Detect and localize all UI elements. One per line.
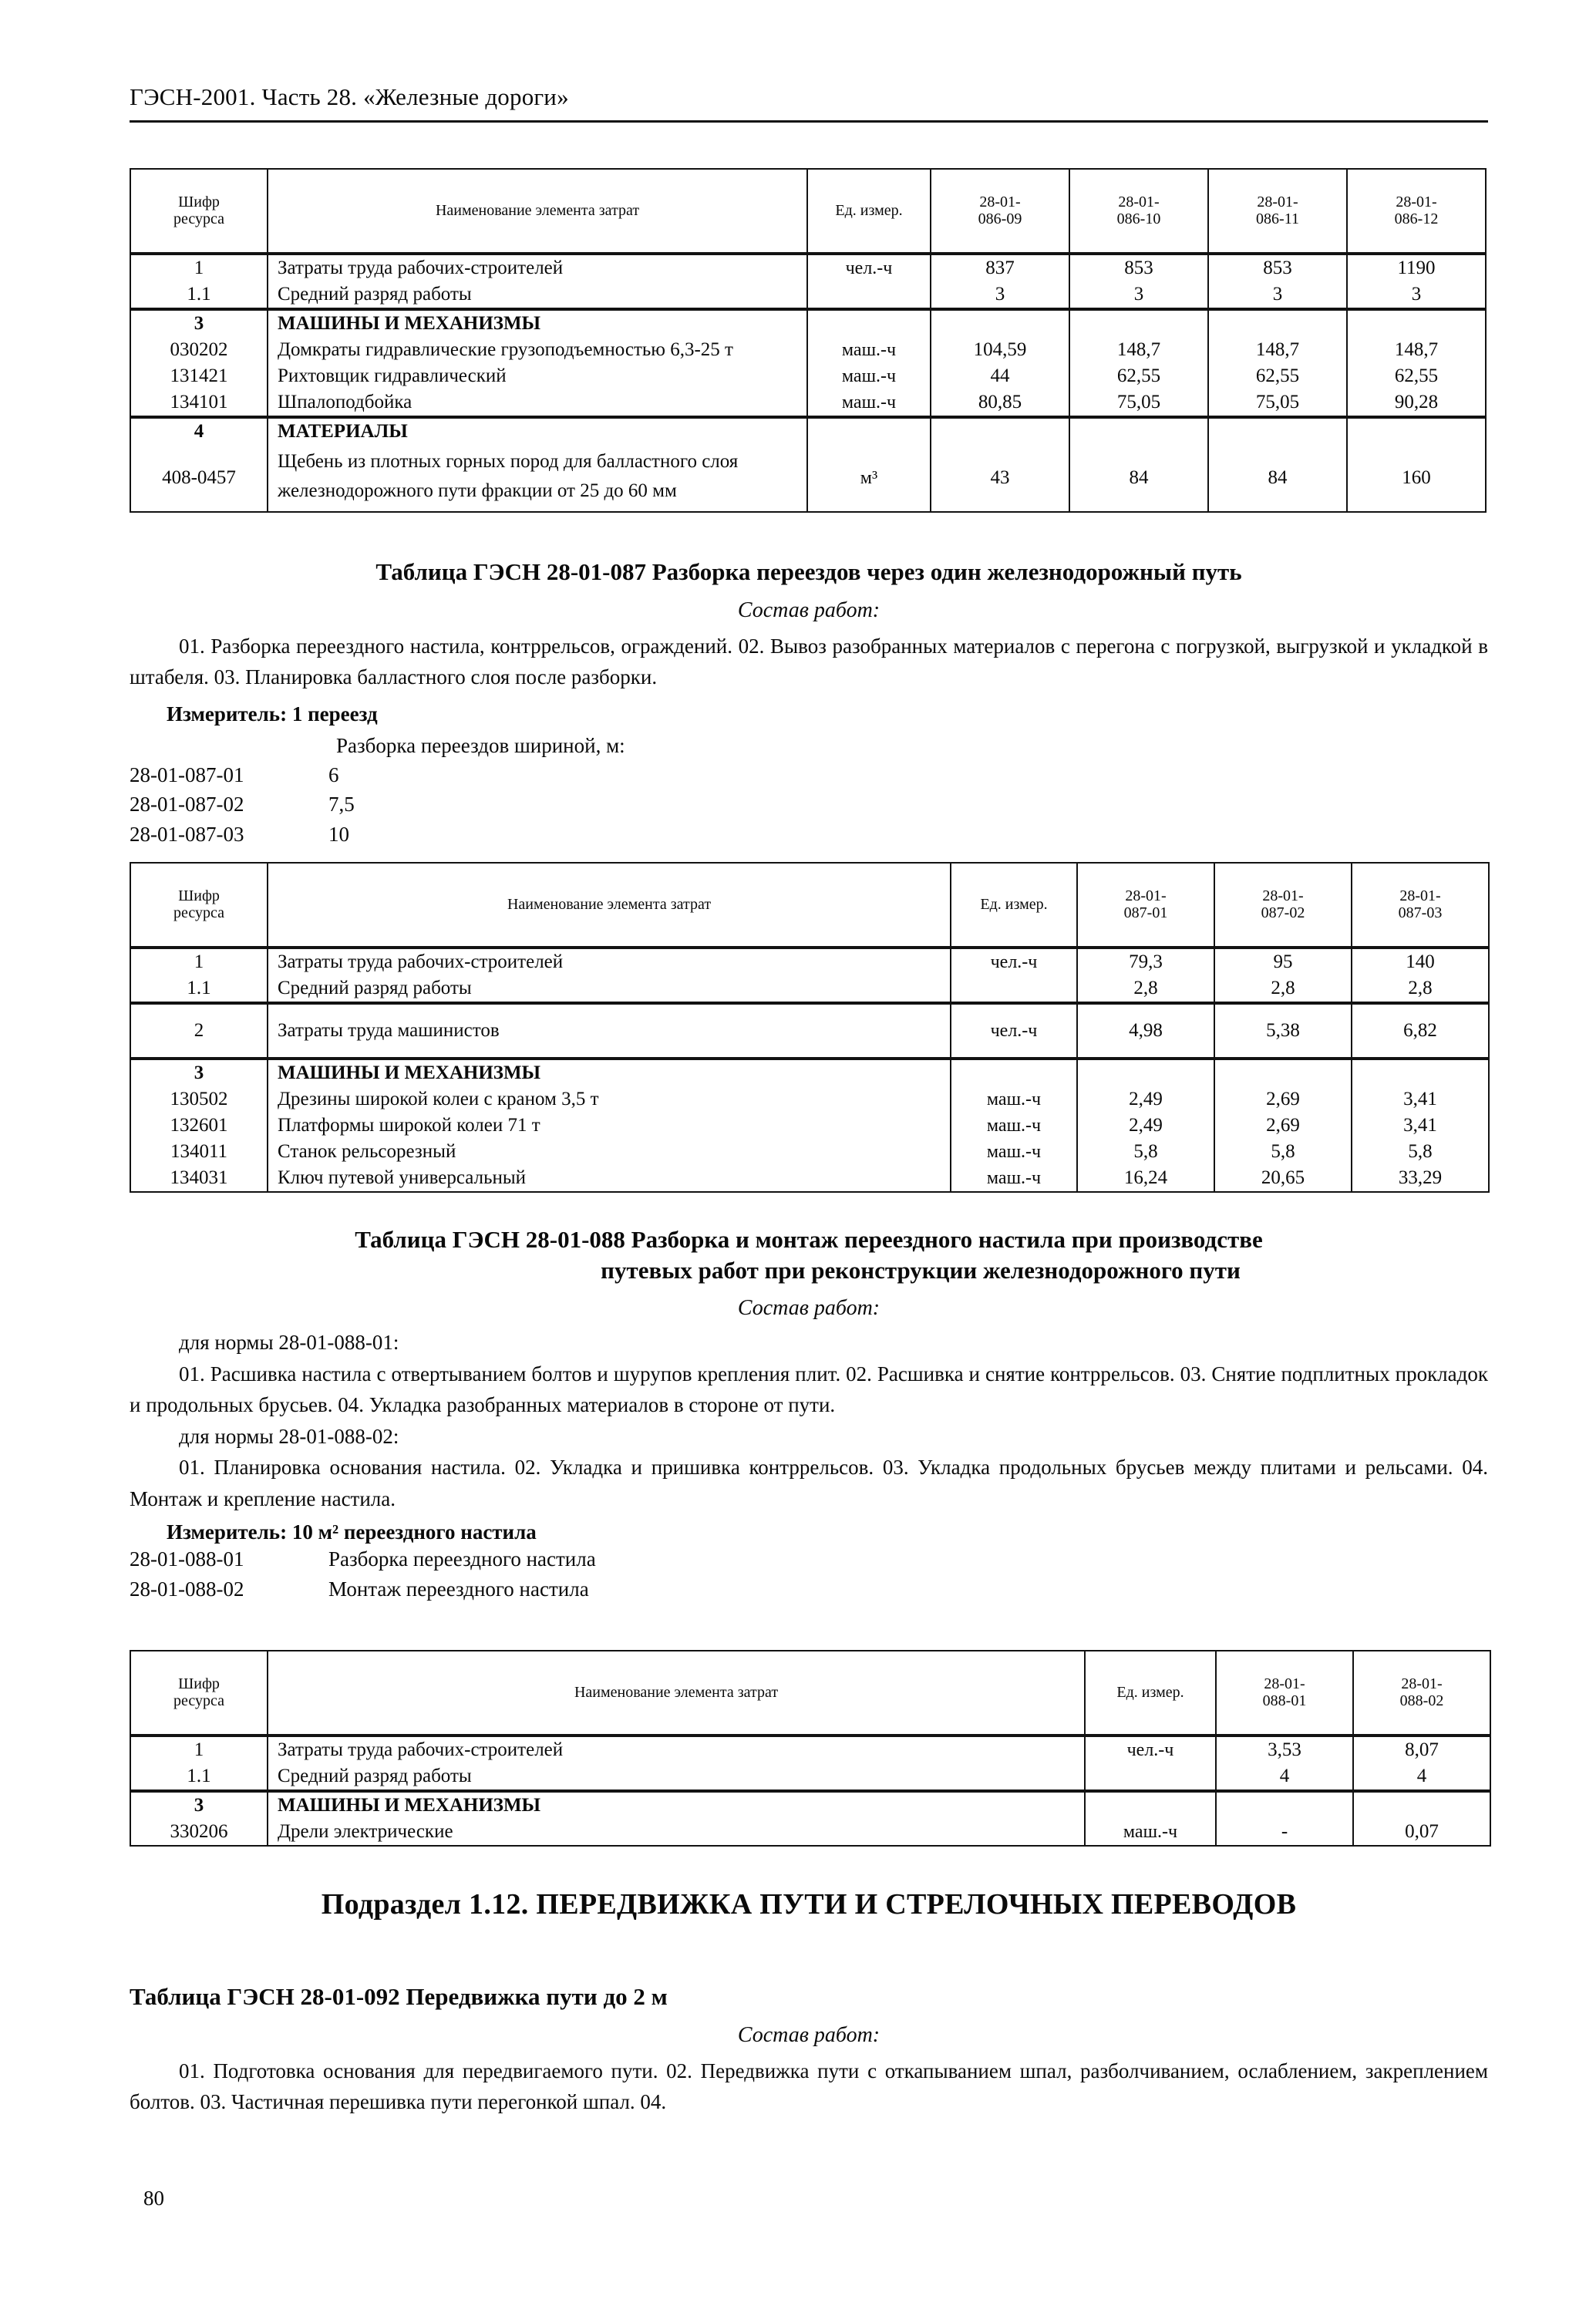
cell-value: 1190 bbox=[1347, 254, 1486, 281]
cell-unit bbox=[807, 417, 931, 445]
header-code-line1: Шифр bbox=[178, 1675, 220, 1692]
cell-name: Платформы широкой колеи 71 т bbox=[268, 1113, 951, 1139]
norm-code-line1: 28-01- bbox=[979, 193, 1021, 210]
cell-value: 0,07 bbox=[1353, 1819, 1490, 1846]
cell-code: 1.1 bbox=[130, 1763, 268, 1791]
norm-list-caption-087: Разборка переездов шириной, м: bbox=[336, 733, 625, 757]
cell-unit: маш.-ч bbox=[951, 1086, 1077, 1113]
cell-unit bbox=[807, 281, 931, 309]
header-code-line2: ресурса bbox=[173, 210, 224, 227]
table-row bbox=[130, 1736, 1490, 1763]
header-cell-norm-2 bbox=[1214, 863, 1352, 948]
cell-unit: маш.-ч bbox=[951, 1139, 1077, 1165]
header-cell-norm-4 bbox=[1347, 169, 1486, 254]
header-cell-name: Наименование элемента затрат bbox=[268, 169, 807, 254]
header-cell-norm-2 bbox=[1069, 169, 1208, 254]
norm-code-line2: 086-11 bbox=[1256, 210, 1299, 227]
cell-value: 5,8 bbox=[1077, 1139, 1214, 1165]
table-row bbox=[130, 948, 1489, 975]
table-087-title: Таблица ГЭСН 28-01-087 Разборка переездов через один железнодорожный путь bbox=[375, 558, 1242, 585]
cell-value: 75,05 bbox=[1208, 389, 1347, 417]
cell-group-label: МАШИНЫ И МЕХАНИЗМЫ bbox=[268, 1059, 951, 1086]
cell-value: 5,38 bbox=[1214, 1003, 1352, 1059]
cell-code: 131421 bbox=[130, 363, 268, 389]
norm-code-line1: 28-01- bbox=[1125, 887, 1167, 904]
table-row bbox=[130, 337, 1486, 363]
cell-value: 8,07 bbox=[1353, 1736, 1490, 1763]
cell-unit: маш.-ч bbox=[1085, 1819, 1216, 1846]
header-code-line1: Шифр bbox=[178, 887, 220, 904]
sostav-rabot-text-087: 01. Разборка переездного настила, контррельсов, ограждений. 02. Вывоз разобранных материалов с перегона с погрузкой, выгрузкой и укладкой в штабеля. 03. Планировка балластного слоя после разборки. bbox=[130, 634, 1488, 689]
cell-value: 3,41 bbox=[1352, 1086, 1489, 1113]
table-header-row bbox=[130, 1651, 1490, 1736]
cell-code: 3 bbox=[130, 309, 268, 337]
cell-value: 2,8 bbox=[1077, 975, 1214, 1003]
cell-name: Дрезины широкой колеи с краном 3,5 т bbox=[268, 1086, 951, 1113]
cell-value: 6,82 bbox=[1352, 1003, 1489, 1059]
header-cell-name: Наименование элемента затрат bbox=[268, 1651, 1085, 1736]
table-row bbox=[130, 363, 1486, 389]
cell-value bbox=[1069, 417, 1208, 445]
norm-code-line1: 28-01- bbox=[1399, 887, 1441, 904]
cell-name: Шпалоподбойка bbox=[268, 389, 807, 417]
cell-value: 90,28 bbox=[1347, 389, 1486, 417]
norm-code: 28-01-088-01 bbox=[130, 1547, 244, 1571]
header-cell-norm-2 bbox=[1353, 1651, 1490, 1736]
cell-unit: маш.-ч bbox=[807, 363, 931, 389]
cell-value: 148,7 bbox=[1208, 337, 1347, 363]
table-row bbox=[130, 1113, 1489, 1139]
cell-value bbox=[1208, 309, 1347, 337]
cell-value: 20,65 bbox=[1214, 1165, 1352, 1192]
norm-code: 28-01-088-02 bbox=[130, 1577, 244, 1601]
cell-value: 2,8 bbox=[1352, 975, 1489, 1003]
norm-code-line2: 086-12 bbox=[1394, 210, 1439, 227]
cell-code: 330206 bbox=[130, 1819, 268, 1846]
cell-value bbox=[1216, 1791, 1353, 1819]
cell-group-label: МАТЕРИАЛЫ bbox=[268, 417, 807, 445]
cell-code: 134031 bbox=[130, 1165, 268, 1192]
section-092 bbox=[130, 1981, 1488, 2118]
cell-name: Средний разряд работы bbox=[268, 975, 951, 1003]
page-number: 80 bbox=[143, 2187, 164, 2210]
cell-code: 1 bbox=[130, 948, 268, 975]
cell-value bbox=[931, 309, 1069, 337]
norm-value: 6 bbox=[328, 763, 339, 786]
cell-unit: маш.-ч bbox=[807, 389, 931, 417]
subsection-112-title: Подраздел 1.12. ПЕРЕДВИЖКА ПУТИ И СТРЕЛОЧНЫХ ПЕРЕВОДОВ bbox=[321, 1888, 1297, 1921]
cell-value: 3 bbox=[1347, 281, 1486, 309]
norm-value: Разборка переездного настила bbox=[328, 1547, 596, 1571]
cell-value: 80,85 bbox=[931, 389, 1069, 417]
table-086-wrapper bbox=[130, 168, 1487, 513]
cell-unit: чел.-ч bbox=[951, 948, 1077, 975]
cell-value: 148,7 bbox=[1347, 337, 1486, 363]
table-088-title-line2: путевых работ при реконструкции железнодорожного пути bbox=[601, 1256, 1241, 1284]
cell-value bbox=[1208, 417, 1347, 445]
norm-code-line2: 086-10 bbox=[1116, 210, 1161, 227]
header-cell-norm-3 bbox=[1208, 169, 1347, 254]
norm-code-line2: 086-09 bbox=[978, 210, 1022, 227]
cell-name: Домкраты гидравлические грузоподъемностью 6,3-25 т bbox=[268, 337, 807, 363]
table-row bbox=[130, 1165, 1489, 1192]
norm-code-line1: 28-01- bbox=[1262, 887, 1304, 904]
cell-unit bbox=[951, 1059, 1077, 1086]
subsection-112 bbox=[130, 1887, 1488, 1921]
norm-list-item bbox=[130, 790, 1488, 819]
running-header: ГЭСН-2001. Часть 28. «Железные дороги» bbox=[130, 83, 569, 110]
cell-value: 95 bbox=[1214, 948, 1352, 975]
cell-code: 134011 bbox=[130, 1139, 268, 1165]
header-cell-unit: Ед. измер. bbox=[951, 863, 1077, 948]
table-row bbox=[130, 1003, 1489, 1059]
header-cell-code bbox=[130, 863, 268, 948]
cell-value bbox=[1347, 309, 1486, 337]
cell-value: 3,41 bbox=[1352, 1113, 1489, 1139]
norm-code-line2: 087-03 bbox=[1398, 904, 1443, 921]
cell-name: Средний разряд работы bbox=[268, 1763, 1085, 1791]
cell-code: 3 bbox=[130, 1059, 268, 1086]
cell-value: - bbox=[1216, 1819, 1353, 1846]
cell-value: 4,98 bbox=[1077, 1003, 1214, 1059]
table-header-row bbox=[130, 169, 1486, 254]
cell-value bbox=[1214, 1059, 1352, 1086]
cell-code: 3 bbox=[130, 1791, 268, 1819]
cell-name: Дрели электрические bbox=[268, 1819, 1085, 1846]
header-code-line2: ресурса bbox=[173, 904, 224, 921]
sostav-rabot-label: Состав работ: bbox=[737, 598, 880, 622]
section-087 bbox=[130, 557, 1488, 849]
cell-code: 1 bbox=[130, 254, 268, 281]
table-088-wrapper bbox=[130, 1650, 1491, 1847]
table-group-row bbox=[130, 309, 1486, 337]
norm-code-line2: 087-02 bbox=[1261, 904, 1305, 921]
header-cell-name: Наименование элемента затрат bbox=[268, 863, 951, 948]
cell-code: 2 bbox=[130, 1003, 268, 1059]
sostav-rabot-text-088-01: 01. Расшивка настила с отвертыванием болтов и шурупов крепления плит. 02. Расшивка и снятие контррельсов. 03. Снятие подплитных прокладок и продольных брусьев. 04. Укладка разобранных материалов в стороне от пути. bbox=[130, 1362, 1488, 1417]
norm-code: 28-01-087-02 bbox=[130, 793, 244, 816]
cell-value: 75,05 bbox=[1069, 389, 1208, 417]
table-row bbox=[130, 254, 1486, 281]
cell-name: Средний разряд работы bbox=[268, 281, 807, 309]
header-cell-code bbox=[130, 1651, 268, 1736]
cell-group-label: МАШИНЫ И МЕХАНИЗМЫ bbox=[268, 1791, 1085, 1819]
cell-unit: маш.-ч bbox=[951, 1113, 1077, 1139]
cell-value bbox=[1077, 1059, 1214, 1086]
cell-value: 2,69 bbox=[1214, 1086, 1352, 1113]
cell-value: 4 bbox=[1216, 1763, 1353, 1791]
cell-unit: чел.-ч bbox=[807, 254, 931, 281]
cell-value: 79,3 bbox=[1077, 948, 1214, 975]
cell-name: Щебень из плотных горных пород для балластного слоя железнодорожного пути фракции от 25 до 60 мм bbox=[268, 445, 807, 512]
cell-value: 43 bbox=[931, 445, 1069, 512]
header-cell-norm-3 bbox=[1352, 863, 1489, 948]
cell-name: Рихтовщик гидравлический bbox=[268, 363, 807, 389]
cell-code: 1.1 bbox=[130, 975, 268, 1003]
table-row bbox=[130, 1763, 1490, 1791]
norm-value: 7,5 bbox=[328, 793, 355, 816]
cell-value: 160 bbox=[1347, 445, 1486, 512]
norm-code-line1: 28-01- bbox=[1264, 1675, 1305, 1692]
cell-name: Затраты труда рабочих-строителей bbox=[268, 948, 951, 975]
norm-code-line1: 28-01- bbox=[1396, 193, 1437, 210]
cell-value: 33,29 bbox=[1352, 1165, 1489, 1192]
cell-group-label: МАШИНЫ И МЕХАНИЗМЫ bbox=[268, 309, 807, 337]
cell-value: 2,49 bbox=[1077, 1113, 1214, 1139]
norm-code: 28-01-087-03 bbox=[130, 822, 244, 846]
cell-value: 2,49 bbox=[1077, 1086, 1214, 1113]
cell-unit: м³ bbox=[807, 445, 931, 512]
cell-code: 1 bbox=[130, 1736, 268, 1763]
table-row bbox=[130, 1819, 1490, 1846]
table-092-title: Таблица ГЭСН 28-01-092 Передвижка пути до 2 м bbox=[130, 1983, 668, 2010]
cell-value: 3,53 bbox=[1216, 1736, 1353, 1763]
table-group-row bbox=[130, 417, 1486, 445]
cell-value: 3 bbox=[1208, 281, 1347, 309]
izmeritel-087: Измеритель: 1 переезд bbox=[167, 702, 378, 726]
norm-code-line1: 28-01- bbox=[1401, 1675, 1443, 1692]
sostav-rabot-text-088-02: 01. Планировка основания настила. 02. Укладка и пришивка контррельсов. 03. Укладка продольных брусьев между плитами и рельсами. 04. Монтаж и крепление настила. bbox=[130, 1456, 1488, 1510]
cell-value: 5,8 bbox=[1352, 1139, 1489, 1165]
cell-value: 62,55 bbox=[1069, 363, 1208, 389]
cell-value bbox=[1353, 1791, 1490, 1819]
cell-code: 132601 bbox=[130, 1113, 268, 1139]
cell-value bbox=[1352, 1059, 1489, 1086]
sostav-rabot-label: Состав работ: bbox=[737, 2022, 880, 2047]
cell-unit: чел.-ч bbox=[1085, 1736, 1216, 1763]
header-cell-unit: Ед. измер. bbox=[1085, 1651, 1216, 1736]
header-cell-code bbox=[130, 169, 268, 254]
cell-value: 4 bbox=[1353, 1763, 1490, 1791]
header-rule bbox=[130, 120, 1488, 123]
header-code-line2: ресурса bbox=[173, 1692, 224, 1709]
cell-value: 104,59 bbox=[931, 337, 1069, 363]
cell-code: 1.1 bbox=[130, 281, 268, 309]
norm-list-item bbox=[130, 1574, 1488, 1604]
cell-value: 84 bbox=[1069, 445, 1208, 512]
norm-lead-088-01: для нормы 28-01-088-01: bbox=[179, 1331, 399, 1355]
table-row bbox=[130, 389, 1486, 417]
section-088 bbox=[130, 1224, 1488, 1604]
norm-code-line1: 28-01- bbox=[1257, 193, 1298, 210]
resource-table-086 bbox=[130, 168, 1487, 513]
cell-value: 2,69 bbox=[1214, 1113, 1352, 1139]
table-row bbox=[130, 445, 1486, 512]
cell-value: 3 bbox=[1069, 281, 1208, 309]
table-087-wrapper bbox=[130, 862, 1490, 1193]
cell-value: 837 bbox=[931, 254, 1069, 281]
cell-value: 3 bbox=[931, 281, 1069, 309]
cell-unit: чел.-ч bbox=[951, 1003, 1077, 1059]
cell-code: 134101 bbox=[130, 389, 268, 417]
norm-code-line2: 088-02 bbox=[1399, 1692, 1444, 1709]
cell-code: 130502 bbox=[130, 1086, 268, 1113]
cell-unit bbox=[1085, 1763, 1216, 1791]
cell-value bbox=[931, 417, 1069, 445]
cell-value: 16,24 bbox=[1077, 1165, 1214, 1192]
cell-value: 62,55 bbox=[1208, 363, 1347, 389]
cell-name: Затраты труда рабочих-строителей bbox=[268, 254, 807, 281]
table-group-row bbox=[130, 1791, 1490, 1819]
table-row bbox=[130, 281, 1486, 309]
norm-code: 28-01-087-01 bbox=[130, 763, 244, 786]
cell-value: 853 bbox=[1069, 254, 1208, 281]
header-cell-norm-1 bbox=[1216, 1651, 1353, 1736]
table-group-row bbox=[130, 1059, 1489, 1086]
cell-unit bbox=[807, 309, 931, 337]
norm-code-line2: 087-01 bbox=[1123, 904, 1168, 921]
table-row bbox=[130, 975, 1489, 1003]
norm-lead-088-02: для нормы 28-01-088-02: bbox=[179, 1424, 399, 1448]
norm-list-item bbox=[130, 760, 1488, 790]
header-code-line1: Шифр bbox=[178, 193, 220, 210]
cell-value: 84 bbox=[1208, 445, 1347, 512]
cell-value bbox=[1069, 309, 1208, 337]
cell-unit bbox=[1085, 1791, 1216, 1819]
cell-value: 148,7 bbox=[1069, 337, 1208, 363]
resource-table-087 bbox=[130, 862, 1490, 1193]
izmeritel-088: Измеритель: 10 м² переездного настила bbox=[167, 1520, 537, 1544]
cell-value bbox=[1347, 417, 1486, 445]
norm-code-line2: 088-01 bbox=[1262, 1692, 1307, 1709]
cell-name: Ключ путевой универсальный bbox=[268, 1165, 951, 1192]
norm-value: Монтаж переездного настила bbox=[328, 1577, 589, 1601]
cell-unit bbox=[951, 975, 1077, 1003]
header-cell-norm-1 bbox=[1077, 863, 1214, 948]
cell-unit: маш.-ч bbox=[951, 1165, 1077, 1192]
cell-code: 408-0457 bbox=[130, 445, 268, 512]
cell-unit: маш.-ч bbox=[807, 337, 931, 363]
cell-code: 4 bbox=[130, 417, 268, 445]
cell-name: Затраты труда машинистов bbox=[268, 1003, 951, 1059]
table-header-row bbox=[130, 863, 1489, 948]
norm-value: 10 bbox=[328, 822, 349, 846]
cell-value: 2,8 bbox=[1214, 975, 1352, 1003]
sostav-rabot-label: Состав работ: bbox=[737, 1296, 880, 1321]
cell-value: 5,8 bbox=[1214, 1139, 1352, 1165]
norm-list-item bbox=[130, 1544, 1488, 1574]
cell-code: 030202 bbox=[130, 337, 268, 363]
norm-code-line1: 28-01- bbox=[1118, 193, 1160, 210]
cell-value: 140 bbox=[1352, 948, 1489, 975]
table-row bbox=[130, 1086, 1489, 1113]
resource-table-088 bbox=[130, 1650, 1491, 1847]
cell-name: Затраты труда рабочих-строителей bbox=[268, 1736, 1085, 1763]
table-088-title-line1: Таблица ГЭСН 28-01-088 Разборка и монтаж переездного настила при производстве bbox=[355, 1226, 1263, 1253]
cell-value: 62,55 bbox=[1347, 363, 1486, 389]
cell-value: 44 bbox=[931, 363, 1069, 389]
table-row bbox=[130, 1139, 1489, 1165]
header-cell-norm-1 bbox=[931, 169, 1069, 254]
cell-name: Станок рельсорезный bbox=[268, 1139, 951, 1165]
norm-list-item bbox=[130, 820, 1488, 849]
sostav-rabot-text-092: 01. Подготовка основания для передвигаемого пути. 02. Передвижка пути с откапыванием шпал, разболчиванием, ослаблением, закреплением болтов. 03. Частичная перешивка пути перегонкой шпал. 04. bbox=[130, 2059, 1488, 2114]
cell-value: 853 bbox=[1208, 254, 1347, 281]
header-cell-unit: Ед. измер. bbox=[807, 169, 931, 254]
